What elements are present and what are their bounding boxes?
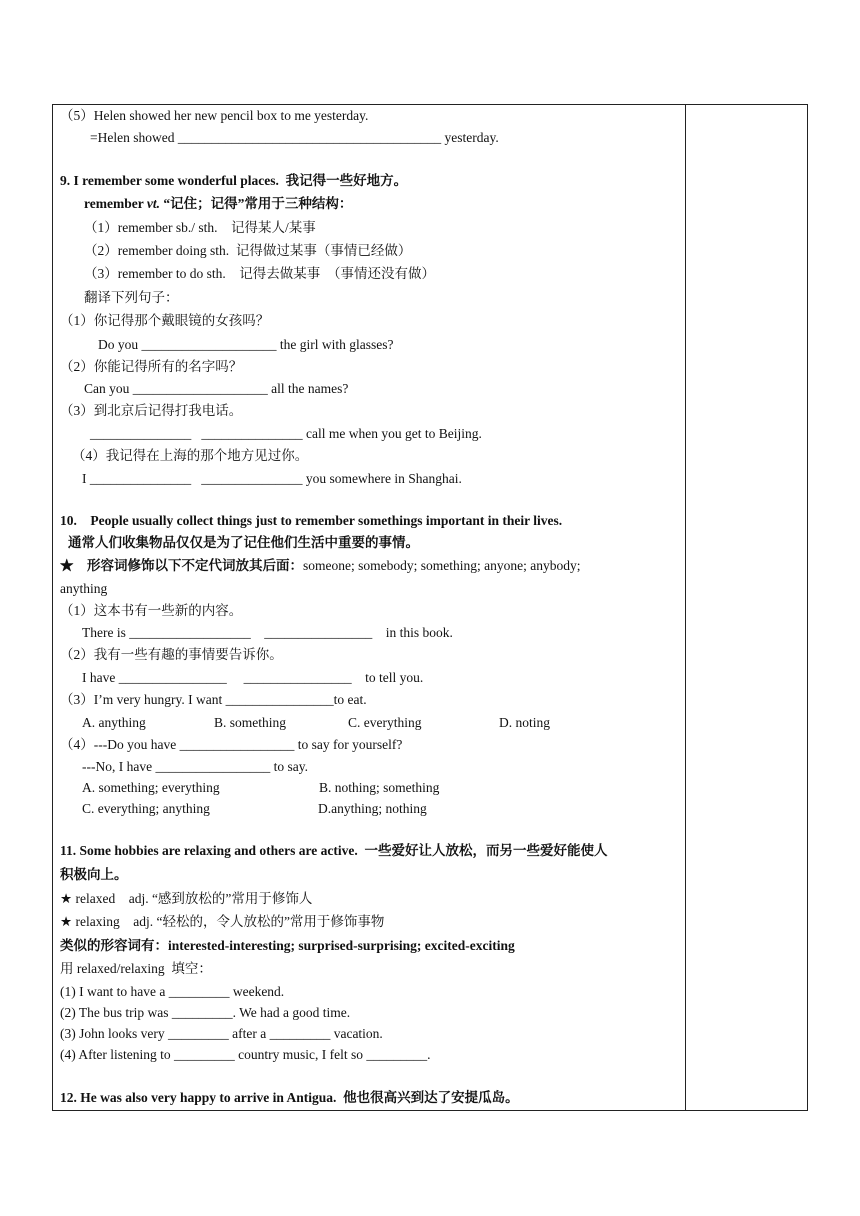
section-9-q2: （2）你能记得所有的名字吗？	[60, 359, 243, 374]
section-10-rule: ★ 形容词修饰以下不定代词放其后面：someone; somebody; something; anyone; anybody;	[60, 558, 581, 573]
section-10-translation: 通常人们收集物品仅仅是为了记住他们生活中重要的事情。	[68, 535, 419, 550]
section-10-a1: There is __________________ ________________ in this book.	[82, 625, 453, 640]
section-10-q4-option-c: C. everything; anything	[82, 801, 210, 816]
section-9-a4: I _______________ _______________ you somewhere in Shanghai.	[82, 471, 462, 486]
section-11-fill-label: 用 relaxed/relaxing 填空：	[60, 961, 212, 976]
section-10-q4-option-d: D.anything; nothing	[318, 801, 427, 816]
section-9-translate-label: 翻译下列句子：	[84, 290, 179, 305]
section-9-definition: remember vt. “记住；记得”常用于三种结构：	[84, 196, 353, 211]
section-11-title: 11. Some hobbies are relaxing and others are active. 一些爱好让人放松，而另一些爱好能使人	[60, 843, 608, 858]
section-11-similar: 类似的形容词有：interested-interesting; surprised-surprising; excited-exciting	[60, 938, 515, 953]
column-divider	[685, 104, 686, 1111]
section-10-q3-option-a: A. anything	[82, 715, 146, 730]
section-10-q3: （3）I’m very hungry. I want ________________to eat.	[60, 692, 367, 707]
section-11-relaxing: ★ relaxing adj. “轻松的，令人放松的”常用于修饰事物	[60, 914, 385, 929]
section-11-relaxed: ★ relaxed adj. “感到放松的”常用于修饰人	[60, 891, 313, 906]
section-10-q2: （2）我有一些有趣的事情要告诉你。	[60, 647, 283, 662]
section-10-rule-cont: anything	[60, 581, 108, 596]
section-11-q1: (1) I want to have a _________ weekend.	[60, 984, 285, 999]
section-9-usage-2: （2）remember doing sth. 记得做过某事（事情已经做）	[84, 243, 412, 258]
section-9-usage-1: （1）remember sb./ sth. 记得某人/某事	[84, 220, 316, 235]
section-9-a3: _______________ _______________ call me when you get to Beijing.	[90, 426, 482, 441]
section-10-q3-option-c: C. everything	[348, 715, 422, 730]
section-9-usage-3: （3）remember to do sth. 记得去做某事 （事情还没有做）	[84, 266, 435, 281]
section-11-q2: (2) The bus trip was _________. We had a good time.	[60, 1005, 351, 1020]
section-9-a2: Can you ____________________ all the names?	[84, 381, 349, 396]
section-10-q3-option-d: D. noting	[499, 715, 551, 730]
section-10-q4-option-a: A. something; everything	[82, 780, 220, 795]
section-10-a2: I have ________________ ________________ to tell you.	[82, 670, 424, 685]
item-5-question: （5）Helen showed her new pencil box to me yesterday.	[60, 108, 369, 123]
section-12-title: 12. He was also very happy to arrive in Antigua. 他也很高兴到达了安提瓜岛。	[60, 1090, 519, 1105]
section-9-q4: （4）我记得在上海的那个地方见过你。	[72, 448, 309, 463]
section-11-title-cont: 积极向上。	[60, 867, 128, 882]
section-9-q3: （3）到北京后记得打我电话。	[60, 403, 243, 418]
section-11-q3: (3) John looks very _________ after a _________ vacation.	[60, 1026, 383, 1041]
section-11-q4: (4) After listening to _________ country music, I felt so _________.	[60, 1047, 431, 1062]
section-10-q4: （4）---Do you have _________________ to say for yourself?	[60, 737, 403, 752]
section-10-q4-option-b: B. nothing; something	[319, 780, 440, 795]
section-9-a1: Do you ____________________ the girl with glasses?	[98, 337, 394, 352]
section-9-q1: （1）你记得那个戴眼镜的女孩吗？	[60, 313, 270, 328]
section-9-title: 9. I remember some wonderful places. 我记得一些好地方。	[60, 173, 408, 188]
section-10-q1: （1）这本书有一些新的内容。	[60, 603, 243, 618]
section-10-title: 10. People usually collect things just to remember somethings important in their lives.	[60, 513, 563, 528]
section-10-q3-option-b: B. something	[214, 715, 287, 730]
section-10-q4-reply: ---No, I have _________________ to say.	[82, 759, 308, 774]
item-5-answer: =Helen showed _______________________________________ yesterday.	[90, 130, 499, 145]
